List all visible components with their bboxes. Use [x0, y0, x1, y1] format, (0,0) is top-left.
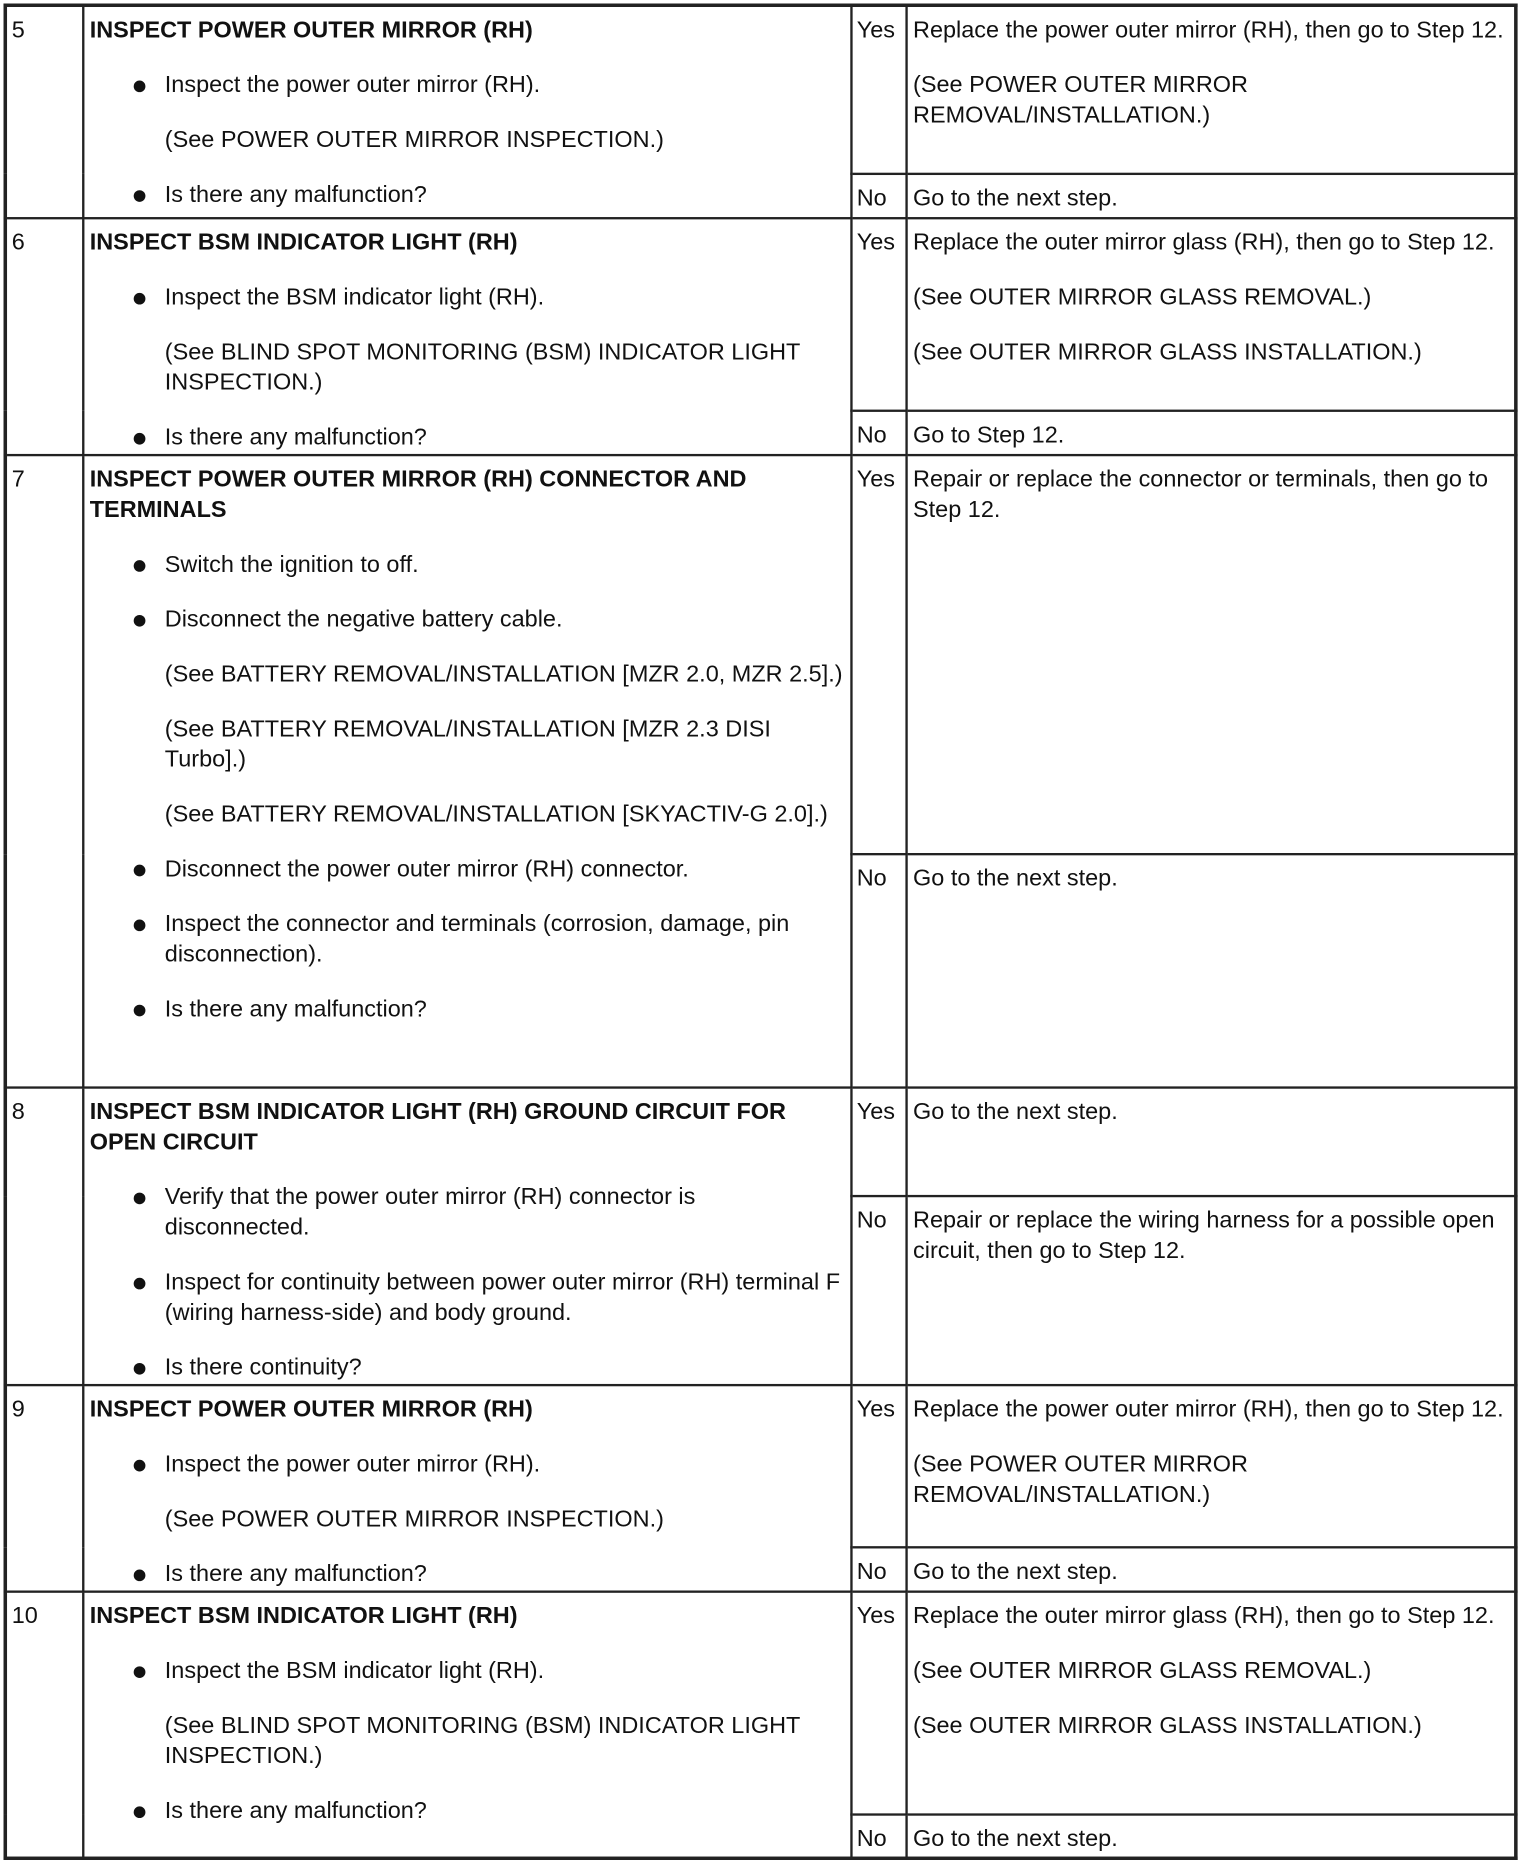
no-action: [906, 1547, 1516, 1591]
step-title: INSPECT BSM INDICATOR LIGHT (RH): [89, 229, 518, 255]
bullet-item: Is there any malfunction?: [90, 1558, 843, 1588]
reference-note: (See BATTERY REMOVAL/INSTALLATION [SKYACTIV-G 2.0].): [164, 801, 828, 827]
step-title: INSPECT POWER OUTER MIRROR (RH): [89, 17, 533, 44]
step-title: INSPECT BSM INDICATOR LIGHT (RH) GROUND CIRCUIT FOR OPEN CIRCUIT: [89, 1098, 786, 1155]
action-text: Replace the power outer mirror (RH), then go to Step 12.: [913, 17, 1504, 44]
step-number: 10: [5, 1591, 82, 1858]
action-text: (See OUTER MIRROR GLASS REMOVAL.): [913, 1657, 1372, 1684]
action-text: (See OUTER MIRROR GLASS INSTALLATION.): [913, 1712, 1422, 1739]
action-text: Repair or replace the wiring harness for a possible open circuit, then go to Step 12.: [913, 1207, 1495, 1264]
yes-label: Yes: [851, 1087, 906, 1196]
no-action: [906, 410, 1516, 454]
yes-action: [906, 5, 1516, 173]
bullet-item: Is there any malfunction?: [90, 180, 843, 210]
reference-note: (See POWER OUTER MIRROR INSPECTION.): [164, 1505, 664, 1532]
no-action: [906, 173, 1516, 217]
action-text: Go to the next step.: [913, 1558, 1118, 1585]
yes-label: Yes: [851, 455, 906, 854]
yes-label: Yes: [851, 218, 906, 411]
bullet-item: Is there any malfunction?: [90, 1795, 843, 1825]
bullet-item: Is there any malfunction?: [90, 994, 843, 1024]
action-text: Repair or replace the connector or terminals, then go to Step 12.: [913, 466, 1489, 523]
no-label: No: [851, 854, 906, 1087]
step-row: [5, 218, 1516, 411]
reference-note: (See BLIND SPOT MONITORING (BSM) INDICATOR LIGHT INSPECTION.): [164, 1712, 800, 1769]
action-text: Go to Step 12.: [913, 421, 1065, 448]
action-text: Go to the next step.: [913, 1825, 1118, 1852]
bullet-item: Disconnect the power outer mirror (RH) connector.: [90, 854, 843, 884]
step-title: INSPECT POWER OUTER MIRROR (RH) CONNECTOR AND TERMINALS: [89, 466, 747, 523]
bullet-item: Switch the ignition to off.: [90, 549, 843, 579]
bullet-item: Inspect the BSM indicator light (RH).: [90, 282, 843, 312]
no-action: [906, 854, 1516, 1087]
diagnostic-table-body: [5, 5, 1516, 1858]
step-instructions: [83, 1385, 851, 1592]
bullet-item: Verify that the power outer mirror (RH) connector is disconnected.: [90, 1181, 843, 1242]
bullet-item: Is there continuity?: [90, 1352, 843, 1382]
step-row: [5, 1087, 1516, 1196]
reference-note: (See POWER OUTER MIRROR INSPECTION.): [164, 127, 664, 153]
bullet-item: Inspect for continuity between power outer mirror (RH) terminal F (wiring harness-side) and body ground.: [90, 1267, 843, 1328]
step-row: [5, 1591, 1516, 1814]
bullet-item: Is there any malfunction?: [90, 422, 843, 452]
step-instructions: [83, 1087, 851, 1385]
yes-action: [906, 455, 1516, 854]
action-text: Replace the outer mirror glass (RH), then go to Step 12.: [913, 1602, 1495, 1629]
no-label: No: [851, 410, 906, 454]
reference-note: (See BATTERY REMOVAL/INSTALLATION [MZR 2.0, MZR 2.5].): [164, 661, 843, 687]
action-text: (See POWER OUTER MIRROR REMOVAL/INSTALLATION.): [913, 1451, 1248, 1508]
yes-action: [906, 218, 1516, 411]
reference-note: (See BATTERY REMOVAL/INSTALLATION [MZR 2.3 DISI Turbo].): [164, 715, 771, 772]
step-row: [5, 455, 1516, 854]
step-instructions: [83, 5, 851, 217]
action-text: Go to the next step.: [913, 184, 1118, 211]
no-action: [906, 1195, 1516, 1384]
step-title: INSPECT POWER OUTER MIRROR (RH): [89, 1396, 533, 1422]
action-text: (See OUTER MIRROR GLASS REMOVAL.): [913, 284, 1372, 310]
bullet-item: Inspect the connector and terminals (corrosion, damage, pin disconnection).: [90, 908, 843, 969]
no-label: No: [851, 1547, 906, 1591]
yes-action: [906, 1385, 1516, 1547]
step-row: [5, 5, 1516, 173]
action-text: Go to the next step.: [913, 1098, 1118, 1125]
yes-label: Yes: [851, 1591, 906, 1814]
no-label: No: [851, 173, 906, 217]
step-instructions: [83, 1591, 851, 1858]
step-instructions: [83, 455, 851, 1087]
action-text: Replace the power outer mirror (RH), then go to Step 12.: [913, 1396, 1504, 1422]
no-action: [906, 1814, 1516, 1858]
step-title: INSPECT BSM INDICATOR LIGHT (RH): [89, 1602, 518, 1629]
no-label: No: [851, 1195, 906, 1384]
no-label: No: [851, 1814, 906, 1858]
action-text: (See OUTER MIRROR GLASS INSTALLATION.): [913, 338, 1422, 365]
bullet-item: Inspect the power outer mirror (RH).: [90, 1449, 843, 1479]
yes-label: Yes: [851, 5, 906, 173]
step-number: 9: [5, 1385, 82, 1592]
bullet-item: Inspect the BSM indicator light (RH).: [90, 1655, 843, 1685]
action-text: (See POWER OUTER MIRROR REMOVAL/INSTALLATION.): [913, 72, 1248, 129]
action-text: Replace the outer mirror glass (RH), then go to Step 12.: [913, 229, 1495, 255]
bullet-item: Disconnect the negative battery cable.: [90, 604, 843, 634]
yes-action: [906, 1591, 1516, 1814]
action-text: Go to the next step.: [913, 865, 1118, 891]
step-number: 7: [5, 455, 82, 1087]
step-number: 6: [5, 218, 82, 455]
bullet-item: Inspect the power outer mirror (RH).: [90, 70, 843, 100]
step-row: [5, 1385, 1516, 1547]
reference-note: (See BLIND SPOT MONITORING (BSM) INDICATOR LIGHT INSPECTION.): [164, 338, 800, 395]
step-instructions: [83, 218, 851, 455]
yes-label: Yes: [851, 1385, 906, 1547]
step-number: 5: [5, 5, 82, 217]
step-number: 8: [5, 1087, 82, 1385]
diagnostic-procedure-table: [4, 4, 1518, 1860]
yes-action: [906, 1087, 1516, 1196]
